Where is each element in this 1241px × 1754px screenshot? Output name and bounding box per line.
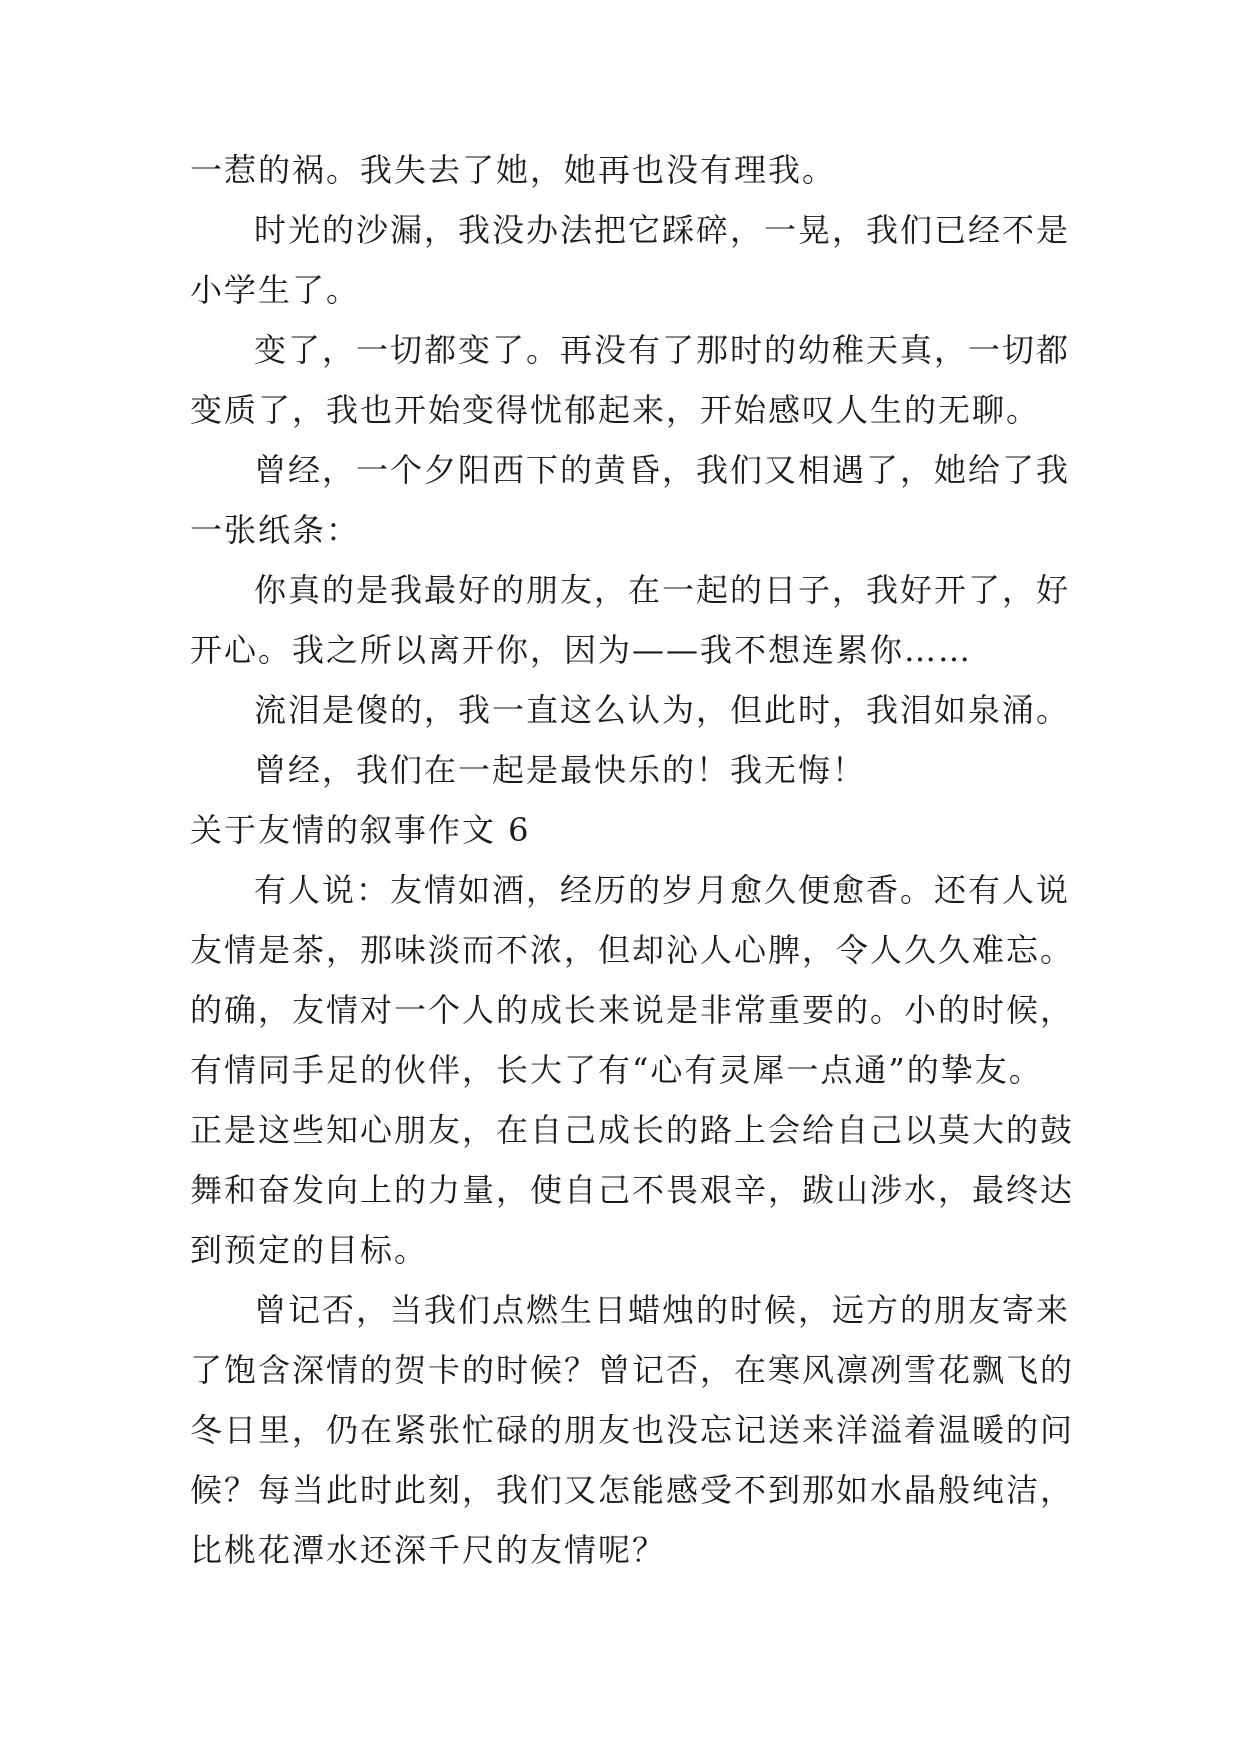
text-line: 的确，友情对一个人的成长来说是非常重要的。小的时候， (190, 991, 1075, 1029)
text-line: 冬日里，仍在紧张忙碌的朋友也没忘记送来洋溢着温暖的问 (190, 1411, 1075, 1449)
text-line: 小学生了。 (190, 271, 361, 309)
text-line: 候？每当此时此刻，我们又怎能感受不到那如水晶般纯洁， (190, 1471, 1075, 1509)
text-line: 到预定的目标。 (190, 1231, 429, 1269)
text-line: 变质了，我也开始变得忧郁起来，开始感叹人生的无聊。 (190, 391, 1041, 429)
text-line: 比桃花潭水还深千尺的友情呢？ (190, 1531, 667, 1569)
paragraph-first-line: 流泪是傻的，我一直这么认为，但此时，我泪如泉涌。 (254, 691, 1071, 729)
paragraph-first-line: 曾经，我们在一起是最快乐的！我无悔！ (254, 751, 867, 789)
paragraph-first-line: 时光的沙漏，我没办法把它踩碎，一晃，我们已经不是 (254, 211, 1071, 249)
text-line: 正是这些知心朋友，在自己成长的路上会给自己以莫大的鼓 (190, 1111, 1075, 1149)
text-line: 舞和奋发向上的力量，使自己不畏艰辛，跋山涉水，最终达 (190, 1171, 1075, 1209)
text-line: 一惹的祸。我失去了她，她再也没有理我。 (190, 151, 837, 189)
text-line: 开心。我之所以离开你，因为——我不想连累你…… (190, 631, 973, 669)
text-line: 友情是茶，那味淡而不浓，但却沁人心脾，令人久久难忘。 (190, 931, 1075, 969)
text-line: 了饱含深情的贺卡的时候？曾记否，在寒风凛冽雪花飘飞的 (190, 1351, 1075, 1389)
section-heading: 关于友情的叙事作文 6 (190, 811, 531, 849)
paragraph-first-line: 变了，一切都变了。再没有了那时的幼稚天真，一切都 (254, 331, 1071, 369)
text-line: 一张纸条： (190, 511, 361, 549)
paragraph-first-line: 曾经，一个夕阳西下的黄昏，我们又相遇了，她给了我 (254, 451, 1071, 489)
paragraph-first-line: 你真的是我最好的朋友，在一起的日子，我好开了，好 (254, 571, 1071, 609)
paragraph-first-line: 曾记否，当我们点燃生日蜡烛的时候，远方的朋友寄来 (254, 1291, 1071, 1329)
paragraph-first-line: 有人说：友情如酒，经历的岁月愈久便愈香。还有人说 (254, 871, 1071, 909)
document-body (190, 140, 1075, 1580)
text-line: 有情同手足的伙伴，长大了有“心有灵犀一点通”的挚友。 (190, 1051, 1043, 1089)
